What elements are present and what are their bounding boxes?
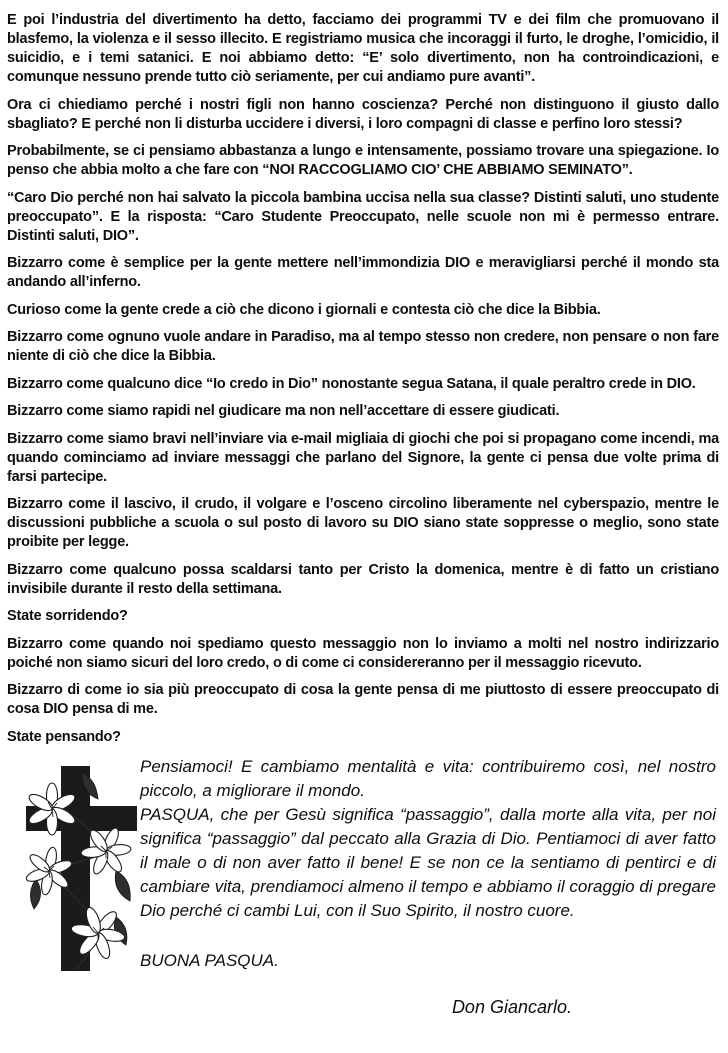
body-paragraph: Ora ci chiediamo perché i nostri figli non hanno coscienza? Perché non distinguono il giusto dallo sbagliato? E perché non li disturba uccidere i diversi, i loro compagni di classe e perfino loro stessi? <box>7 96 719 132</box>
easter-greeting: BUONA PASQUA. <box>140 951 279 970</box>
body-paragraph: Bizzarro come quando noi spediamo questo messaggio non lo inviamo a molti nel nostro indirizzario poiché non siamo sicuri del loro credo, o di come ci considereranno per il messaggio ricevuto. <box>7 635 719 671</box>
closing-text <box>140 755 716 1019</box>
body-paragraph: Bizzarro come qualcuno dice “Io credo in Dio” nonostante segua Satana, il quale peraltro crede in DIO. <box>7 375 696 392</box>
body-paragraph: Bizzarro come qualcuno possa scaldarsi tanto per Cristo la domenica, mentre è di fatto un cristiano invisibile durante il resto della settimana. <box>7 561 719 597</box>
body-paragraph: Bizzarro come ognuno vuole andare in Paradiso, ma al tempo stesso non credere, non pensare o non fare niente di ciò che dice la Bibbia. <box>7 329 719 364</box>
body-paragraph: Curioso come la gente crede a ciò che dicono i giornali e contesta ciò che dice la Bibbia. <box>7 301 601 318</box>
body-paragraph: State pensando? <box>7 728 121 745</box>
closing-paragraph: PASQUA, che per Gesù significa “passaggio”, dalla morte alla vita, per noi significa “passaggio” dal peccato alla Grazia di Dio. Pentiamoci di aver fatto il male o di non aver fatto il bene! E se non ce la sentiamo di pentirci e di cambiare vita, prendiamoci almeno il tempo e abbiamo il coraggio di pregare Dio perché ci cambi Lui, con il Suo Spirito, il nostro cuore. <box>140 805 716 920</box>
body-paragraph: Bizzarro come siamo bravi nell’inviare via e-mail migliaia di giochi che poi si propagano come incendi, ma quando cominciamo ad inviare messaggi che parlano del Signore, la gente ci pensa due volte prima di farsi partecipe. <box>7 430 719 485</box>
body-paragraph: Bizzarro come è semplice per la gente mettere nell’immondizia DIO e meravigliarsi perché il mondo sta andando all’inferno. <box>7 255 719 290</box>
closing-section <box>0 755 728 1019</box>
body-paragraph: “Caro Dio perché non hai salvato la piccola bambina uccisa nella sua classe? Distinti saluti, uno studente preoccupato”. E la risposta: “Caro Studente Preoccupato, nelle scuole non mi è permesso entrare. Distinti saluti, DIO”. <box>7 189 719 244</box>
body-paragraph: Bizzarro di come io sia più preoccupato di cosa la gente pensa di me piuttosto di essere preoccupato di cosa DIO pensa di me. <box>7 682 719 717</box>
closing-paragraph: Pensiamoci! E cambiamo mentalità e vita: contribuiremo così, nel nostro piccolo, a migliorare il mondo. <box>140 757 716 800</box>
body-paragraph: E poi l’industria del divertimento ha detto, facciamo dei programmi TV e dei film che promuovano il blasfemo, la violenza e il sesso illecito. E registriamo musica che incoraggi il furto, le droghe, l’omicidio, il suicidio, e i temi satanici. E noi abbiamo detto: “E’ solo divertimento, non ha controindicazioni, e comunque nessuno prende tutto ciò seriamente, per cui andiamo pure avanti”. <box>7 12 719 85</box>
body-paragraph: Bizzarro come siamo rapidi nel giudicare ma non nell’accettare di essere giudicati. <box>7 403 560 419</box>
signature: Don Giancarlo. <box>451 997 572 1017</box>
body-paragraph: Probabilmente, se ci pensiamo abbastanza a lungo e intensamente, possiamo trovare una spiegazione. Io penso che abbia molto a che fare con “NOI RACCOGLIAMO CIO’ CHE ABBIAMO SEMINATO”. <box>7 143 719 178</box>
cross-with-lilies-icon <box>24 759 142 981</box>
body-paragraph: Bizzarro come il lascivo, il crudo, il volgare e l’osceno circolino liberamente nel cyberspazio, mentre le discussioni pubbliche a scuola o sul posto di lavoro su DIO siano state soppresse o meglio, sono state proibite per legge. <box>7 496 719 550</box>
body-paragraph: State sorridendo? <box>7 608 128 624</box>
